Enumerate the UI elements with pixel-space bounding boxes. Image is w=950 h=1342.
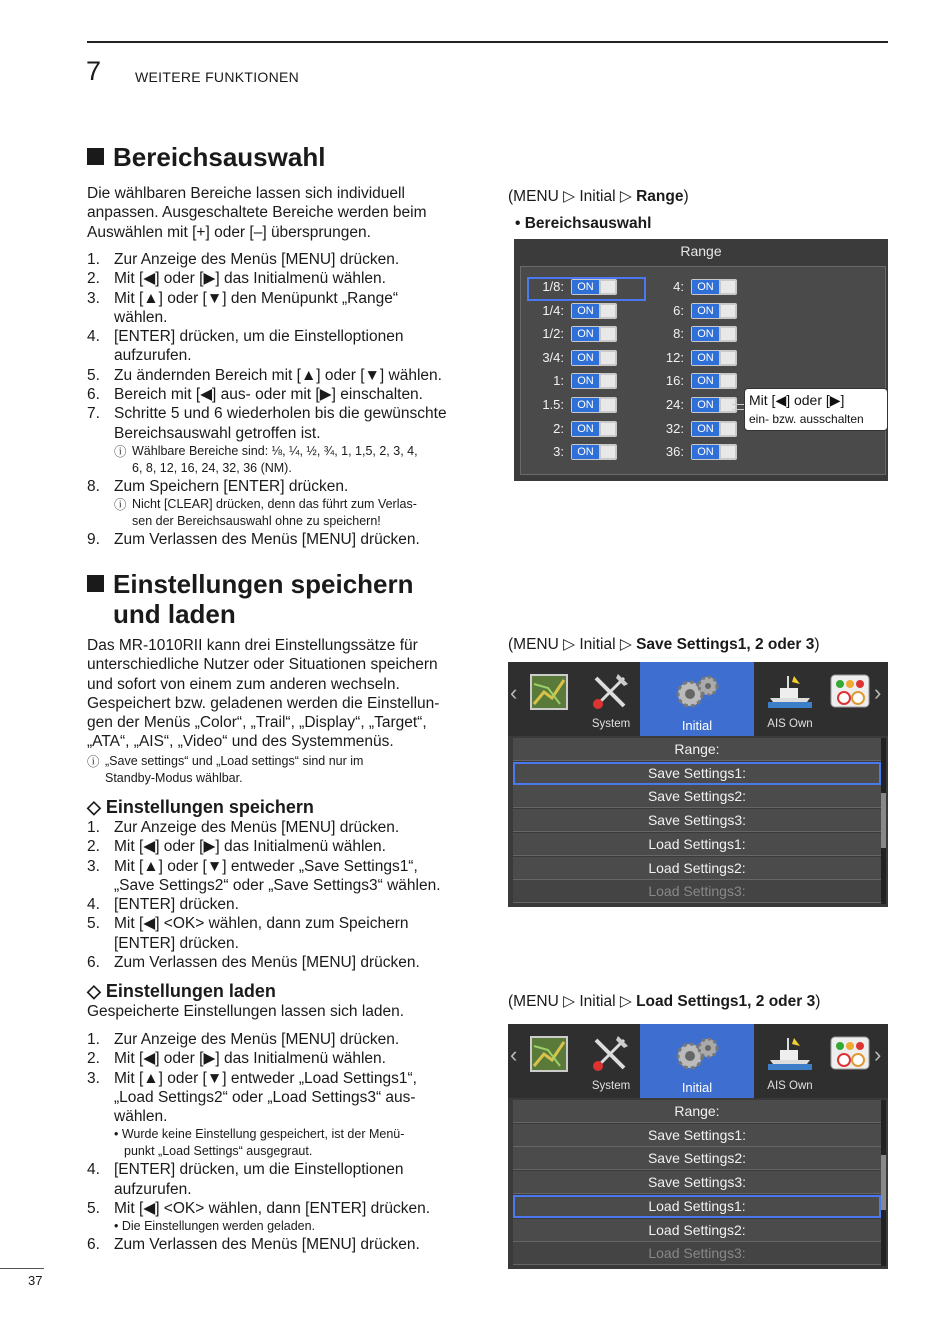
toggle-switch[interactable] — [691, 303, 737, 319]
range-label: 1/2: — [542, 326, 564, 342]
list-item: 4. [ENTER] drücken, um die Einstelloptionen aufzurufen. — [87, 1161, 404, 1198]
tab-initial[interactable]: Initial — [640, 662, 754, 736]
toggle-state: ON — [572, 422, 599, 436]
range-row[interactable] — [521, 301, 881, 321]
section-title-bereichsauswahl: Bereichsauswahl — [87, 142, 325, 172]
range-label: 3: — [553, 444, 564, 460]
gears-icon — [670, 674, 724, 710]
tab-system[interactable]: System — [582, 662, 640, 736]
list-item: 3. Mit [▲] oder [▼] entweder „Save Settings1“, „Save Settings2“ oder „Save Settings3“ wählen. — [87, 857, 441, 894]
list-item: 2. Mit [◀] oder [▶] das Initialmenü wählen. — [87, 270, 386, 288]
info-icon: ⓘ — [87, 754, 100, 769]
range-label: 32: — [665, 420, 684, 436]
menu-screen-load — [508, 1024, 888, 1269]
menu-item[interactable]: Load Settings3: — [513, 1242, 881, 1265]
range-label: 1/4: — [542, 302, 564, 318]
list-item: 5. Zu ändernden Bereich mit [▲] oder [▼] wählen. — [87, 366, 442, 384]
toggle-knob — [721, 446, 735, 458]
list-item: 2. Mit [◀] oder [▶] das Initialmenü wählen. — [87, 1050, 386, 1068]
toggle-state: ON — [572, 445, 599, 459]
toggle-switch[interactable] — [691, 350, 737, 366]
tab-alarm[interactable] — [824, 662, 876, 736]
toggle-knob — [721, 281, 735, 293]
menu-item[interactable]: Load Settings2: — [513, 1219, 881, 1242]
tab-ais-own[interactable]: AIS Own — [758, 1024, 822, 1098]
toggle-knob — [721, 328, 735, 340]
tab-display[interactable] — [522, 1024, 582, 1098]
menu-item[interactable]: Save Settings1: — [513, 1124, 881, 1147]
gears-icon — [670, 1036, 724, 1072]
list-item: 2. Mit [◀] oder [▶] das Initialmenü wählen. — [87, 838, 386, 856]
radar-chart-icon — [530, 1036, 568, 1072]
range-label: 3/4: — [542, 349, 564, 365]
toggle-switch[interactable] — [691, 421, 737, 437]
list-item: 6. Zum Verlassen des Menüs [MENU] drücken. — [87, 1236, 420, 1254]
range-panel — [520, 266, 886, 475]
range-label: 16: — [665, 373, 684, 389]
toggle-state: ON — [572, 304, 599, 318]
page-number-rule — [0, 1268, 44, 1269]
chevron-left-icon[interactable]: ‹ — [510, 1042, 518, 1067]
toggle-state: ON — [692, 422, 719, 436]
tab-initial[interactable]: Initial — [640, 1024, 754, 1098]
range-row[interactable] — [521, 348, 881, 368]
menu-item[interactable]: Range: — [513, 738, 881, 761]
load-intro: Gespeicherte Einstellungen lassen sich laden. — [87, 1003, 405, 1020]
toggle-knob — [721, 423, 735, 435]
toggle-state: ON — [572, 374, 599, 388]
section1-steps — [87, 250, 477, 550]
radar-chart-icon — [530, 674, 568, 710]
callout: Mit [◀] oder [▶] ein- bzw. ausschalten — [744, 388, 888, 431]
list-item: 3. Mit [▲] oder [▼] entweder „Load Settings1“, „Load Settings2“ oder „Load Settings3“ aus- wählen. • Wurde keine Einstellung gespeichert, ist der Menü- punkt „Load Settings“ ausgegraut. — [87, 1069, 487, 1161]
chevron-left-icon[interactable]: ‹ — [510, 680, 518, 705]
list-item: 8. Zum Speichern [ENTER] drücken. ⓘ Nicht [CLEAR] drücken, denn das führt zum Verlas- sen der Bereichsauswahl ohne zu speichern! — [87, 477, 477, 530]
menu-item[interactable]: Load Settings1: — [513, 833, 881, 856]
tab-bar — [508, 662, 888, 736]
menu-item[interactable]: Range: — [513, 1100, 881, 1123]
toggle-knob — [721, 375, 735, 387]
toggle-state: ON — [692, 351, 719, 365]
toggle-state: ON — [572, 280, 599, 294]
range-label: 2: — [553, 420, 564, 436]
info-icon: ⓘ — [114, 444, 127, 459]
note: ⓘ Wählbare Bereiche sind: ⅛, ¼, ½, ¾, 1, 1,5, 2, 3, 4, 6, 8, 12, 16, 24, 32, 36 (NM). — [114, 443, 418, 475]
list-item: 7. Schritte 5 und 6 wiederholen bis die gewünschte Bereichsauswahl getroffen ist. ⓘ Wählbare Bereiche sind: ⅛, ¼, ½, ¾, 1, 1,5, 2, 3, 4, 6, 8, 12, 16, 24, 32, 36 (NM). — [87, 404, 477, 477]
header-rule — [87, 41, 888, 43]
range-label: 12: — [665, 349, 684, 365]
diamond-icon: ◇ — [87, 981, 101, 1001]
load-steps — [87, 1030, 487, 1255]
toggle-knob — [721, 352, 735, 364]
list-item: 4. [ENTER] drücken. — [87, 896, 239, 914]
toggle-state: ON — [572, 398, 599, 412]
chapter-number: 7 — [86, 56, 102, 86]
note: ⓘ „Save settings“ und „Load settings“ sind nur im Standby-Modus wählbar. — [87, 753, 364, 785]
toggle-knob — [721, 305, 735, 317]
range-label: 8: — [673, 326, 684, 342]
list-item: 3. Mit [▲] oder [▼] den Menüpunkt „Range“ wählen. — [87, 289, 398, 326]
tab-ais-own[interactable]: AIS Own — [758, 662, 822, 736]
list-item: 1. Zur Anzeige des Menüs [MENU] drücken. — [87, 1031, 400, 1048]
toggle-switch[interactable] — [691, 326, 737, 342]
menu-screen-save — [508, 662, 888, 907]
bullet-heading: • Bereichsauswahl — [515, 215, 652, 232]
toggle-state: ON — [572, 327, 599, 341]
save-steps — [87, 818, 487, 972]
menu-item[interactable]: Load Settings2: — [513, 857, 881, 880]
range-label: 36: — [665, 444, 684, 460]
ship-icon — [768, 672, 812, 708]
list-item: 1. Zur Anzeige des Menüs [MENU] drücken. — [87, 819, 400, 836]
range-screen — [514, 239, 888, 481]
chevron-right-icon[interactable]: › — [874, 680, 882, 705]
toggle-state: ON — [692, 280, 719, 294]
menu-path-save: (MENU ▷ Initial ▷ Save Settings1, 2 oder 3) — [508, 636, 820, 653]
tab-system[interactable]: System — [582, 1024, 640, 1098]
range-row[interactable] — [521, 324, 881, 344]
section-title-einstellungen: Einstellungen speichern und laden — [87, 569, 414, 629]
tab-bar — [508, 1024, 888, 1098]
list-item: 5. Mit [◀] <OK> wählen, dann zum Speichern [ENTER] drücken. — [87, 915, 409, 952]
range-row[interactable] — [521, 442, 881, 462]
info-icon: ⓘ — [114, 498, 127, 513]
menu-item[interactable]: Save Settings3: — [513, 809, 881, 832]
note: ⓘ Nicht [CLEAR] drücken, denn das führt zum Verlas- sen der Bereichsauswahl ohne zu speichern! — [114, 497, 417, 529]
range-label: 1.5: — [542, 397, 564, 412]
range-label: 4: — [673, 279, 684, 294]
page-number: 37 — [28, 1273, 43, 1288]
range-screen-title: Range — [680, 243, 722, 259]
diamond-icon: ◇ — [87, 797, 101, 817]
range-label: 24: — [665, 397, 684, 412]
section1-intro: Die wählbaren Bereiche lassen sich individuell anpassen. Ausgeschaltete Bereiche werden beim Auswählen mit [+] oder [–] übersprungen. — [87, 185, 427, 241]
toggle-switch[interactable] — [691, 373, 737, 389]
toggle-state: ON — [692, 445, 719, 459]
note: • Die Einstellungen werden geladen. — [114, 1219, 316, 1234]
gauges-icon — [830, 674, 870, 708]
ship-icon — [768, 1034, 812, 1070]
tab-alarm[interactable] — [824, 1024, 876, 1098]
list-item: 6. Zum Verlassen des Menüs [MENU] drücken. — [87, 954, 420, 972]
menu-item[interactable]: Save Settings3: — [513, 1171, 881, 1194]
toggle-switch[interactable] — [691, 279, 737, 295]
subsection-title-load: ◇ Einstellungen laden — [87, 981, 276, 1001]
chapter-title: WEITERE FUNKTIONEN — [135, 69, 300, 85]
range-label: 1: — [553, 373, 564, 389]
range-row[interactable] — [521, 277, 881, 297]
list-item: 5. Mit [◀] <OK> wählen, dann [ENTER] drücken. • Die Einstellungen werden geladen. — [87, 1199, 487, 1235]
menu-path-load: (MENU ▷ Initial ▷ Load Settings1, 2 oder 3) — [508, 993, 821, 1010]
menu-item[interactable]: Save Settings1: — [513, 762, 881, 785]
range-label: 1/8: — [542, 279, 564, 294]
menu-item[interactable]: Load Settings1: — [513, 1195, 881, 1218]
callout-connector — [732, 404, 744, 410]
tab-display[interactable] — [522, 662, 582, 736]
scrollbar[interactable] — [881, 1100, 886, 1266]
scrollbar-thumb[interactable] — [881, 1155, 886, 1210]
gauges-icon — [830, 1036, 870, 1070]
tools-icon — [590, 672, 630, 712]
section2-intro: Das MR-1010RII kann drei Einstellungssätze für unterschiedliche Nutzer oder Situationen speichern und sofort von einem zum anderen wechseln. Gespeichert bzw. geladenen werden die Einstellun- gen der Menüs „Color“, „Trail“, „Display“, „Target“, „ATA“, „AIS“, „Video“ und des Systemmenüs. ⓘ „Save settings“ und „Load settings“ sind nur im Standby-Modus wählbar. — [87, 636, 487, 787]
toggle-state: ON — [692, 304, 719, 318]
tools-icon — [590, 1034, 630, 1074]
toggle-state: ON — [692, 327, 719, 341]
toggle-state: ON — [692, 398, 719, 412]
list-item: 6. Bereich mit [◀] aus- oder mit [▶] einschalten. — [87, 386, 423, 404]
note: • Wurde keine Einstellung gespeichert, ist der Menü- punkt „Load Settings“ ausgegraut. — [114, 1127, 405, 1159]
range-label: 6: — [673, 302, 684, 318]
chevron-right-icon[interactable]: › — [874, 1042, 882, 1067]
toggle-switch[interactable] — [691, 444, 737, 460]
toggle-state: ON — [692, 374, 719, 388]
scrollbar[interactable] — [881, 738, 886, 904]
toggle-state: ON — [572, 351, 599, 365]
scrollbar-thumb[interactable] — [881, 793, 886, 848]
square-bullet-icon — [87, 575, 104, 592]
menu-item[interactable]: Load Settings3: — [513, 880, 881, 903]
menu-item[interactable]: Save Settings2: — [513, 1147, 881, 1170]
subsection-title-save: ◇ Einstellungen speichern — [87, 797, 314, 817]
list-item: 9. Zum Verlassen des Menüs [MENU] drücken. — [87, 531, 420, 549]
menu-path-range: (MENU ▷ Initial ▷ Range) — [508, 188, 689, 205]
list-item: 4. [ENTER] drücken, um die Einstelloptionen aufzurufen. — [87, 328, 404, 365]
square-bullet-icon — [87, 148, 104, 165]
list-item: 1. Zur Anzeige des Menüs [MENU] drücken. — [87, 251, 400, 268]
menu-item[interactable]: Save Settings2: — [513, 785, 881, 808]
toggle-switch[interactable] — [691, 397, 737, 413]
